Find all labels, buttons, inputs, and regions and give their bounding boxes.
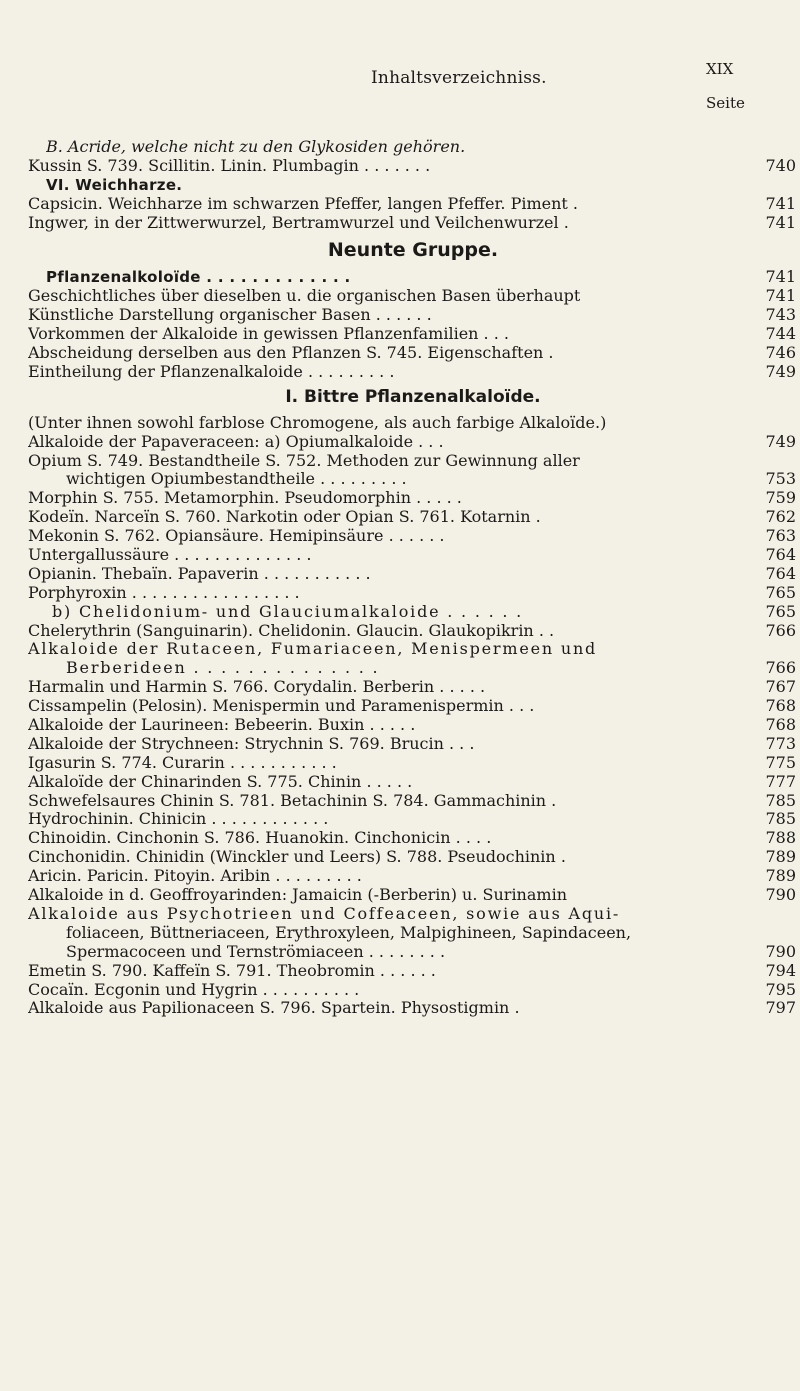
toc-entry-text: Neunte Gruppe.: [327, 241, 499, 260]
toc-entry-text: Alkaloïde der Chinarinden S. 775. Chinin . . . . .: [28, 772, 413, 791]
toc-entry-text: Alkaloide der Papaveraceen: a) Opiumalkaloide . . .: [28, 432, 444, 451]
toc-entry: [28, 659, 798, 678]
toc-entry-text: I. Bittre Pflanzenalkaloïde.: [285, 388, 541, 408]
toc-entry-text: Alkaloide der Laurineen: Bebeerin. Buxin . . . . .: [28, 716, 416, 735]
toc-entry-page: 766: [765, 620, 796, 640]
toc-entry: [28, 848, 798, 867]
toc-entry-text: Berberideen . . . . . . . . . . . . . .: [66, 659, 380, 678]
toc-entry-text: Morphin S. 755. Metamorphin. Pseudomorphin . . . . .: [28, 489, 462, 508]
toc-entry-page: 785: [765, 790, 796, 810]
toc-entry-page: 766: [765, 658, 796, 678]
toc-entry-page: 749: [765, 361, 796, 381]
toc-entry-page: 795: [765, 979, 796, 999]
toc-entry-text: Opium S. 749. Bestandtheile S. 752. Methoden zur Gewinnung aller: [28, 451, 580, 470]
toc-entry: [28, 943, 798, 962]
toc-entry: [28, 640, 798, 659]
toc-entry-page: 768: [765, 715, 796, 735]
toc-entry-text: Capsicin. Weichharze im schwarzen Pfeffer, langen Pfeffer. Piment .: [28, 194, 578, 213]
toc-entry-text: Pflanzenalkoloïde . . . . . . . . . . . . .: [46, 268, 351, 287]
toc-entry-text: VI. Weichharze.: [46, 175, 183, 194]
toc-entry-text: Cocaïn. Ecgonin und Hygrin . . . . . . . . . .: [28, 980, 360, 999]
toc-entry-text: Untergallussäure . . . . . . . . . . . . . .: [28, 546, 312, 565]
toc-entry-page: 775: [765, 752, 796, 772]
toc-entry: [28, 363, 798, 382]
toc-entry-text: Ingwer, in der Zittwerwurzel, Bertramwurzel und Veilchenwurzel .: [28, 213, 569, 232]
page-column-label: Seite: [706, 94, 745, 112]
toc-entry: [28, 546, 798, 565]
toc-entry-page: 741: [765, 193, 796, 213]
toc-entry: [28, 527, 798, 546]
toc-entry: [28, 886, 798, 905]
toc-entry-text: Cinchonidin. Chinidin (Winckler und Leers) S. 788. Pseudochinin .: [28, 848, 566, 867]
toc-entry-text: Chelerythrin (Sanguinarin). Chelidonin. Glaucin. Glaukopikrin . .: [28, 621, 555, 640]
toc-entry: [28, 176, 798, 195]
running-header-title: Inhaltsverzeichniss.: [371, 68, 547, 88]
toc-entry-page: 773: [765, 733, 796, 753]
toc-entry: [28, 138, 798, 157]
toc-entry-text: Schwefelsaures Chinin S. 781. Betachinin S. 784. Gammachinin .: [28, 791, 557, 810]
toc-entry: [28, 924, 798, 943]
toc-entry-text: Alkaloide in d. Geoffroyarinden: Jamaicin (-Berberin) u. Surinamin: [28, 886, 567, 905]
toc-entry: [28, 962, 798, 981]
toc-entry: [28, 214, 798, 233]
toc-entry-text: Künstliche Darstellung organischer Basen . . . . . .: [28, 306, 432, 325]
toc-entry-page: 785: [765, 809, 796, 829]
toc-entry-text: Kussin S. 739. Scillitin. Linin. Plumbagin . . . . . . .: [28, 156, 431, 175]
toc-entry-page: 753: [765, 469, 796, 489]
toc-entry-page: 789: [765, 847, 796, 867]
toc-entry-page: 768: [765, 696, 796, 716]
toc-entry-text: wichtigen Opiumbestandtheile . . . . . . . . .: [66, 470, 407, 489]
toc-entry: [28, 344, 798, 363]
toc-entry: [28, 811, 798, 830]
toc-entry: [28, 603, 798, 622]
toc-entry-page: 794: [765, 960, 796, 980]
toc-entry-page: 777: [765, 771, 796, 791]
toc-entry-page: 765: [765, 601, 796, 621]
toc-entry-text: Kodeïn. Narceïn S. 760. Narkotin oder Opian S. 761. Kotarnin .: [28, 508, 541, 527]
toc-entry-page: 767: [765, 677, 796, 697]
toc-entry: [28, 867, 798, 886]
toc-entry: [28, 268, 798, 287]
toc-entry: [28, 716, 798, 735]
toc-entry-text: Harmalin und Harmin S. 766. Corydalin. Berberin . . . . .: [28, 678, 486, 697]
toc-entry-page: 790: [765, 885, 796, 905]
toc-entry-text: Alkaloide aus Papilionaceen S. 796. Spartein. Physostigmin .: [28, 999, 520, 1018]
toc-entry: [28, 792, 798, 811]
toc-entry: [28, 470, 798, 489]
toc-entry-text: B. Acride, welche nicht zu den Glykosiden gehören.: [46, 137, 466, 156]
toc-entry-text: Aricin. Paricin. Pitoyin. Aribin . . . . . . . . .: [28, 867, 362, 886]
page-number: XIX: [706, 60, 734, 78]
toc-entry-text: b) Chelidonium- und Glauciumalkaloide . . . . . .: [52, 602, 524, 621]
toc-entry-page: 765: [765, 582, 796, 602]
toc-entry-page: 762: [765, 507, 796, 527]
toc-entry-text: Alkaloide aus Psychotrieen und Coffeaceen, sowie aus Aqui-: [28, 904, 621, 923]
toc-entry: [28, 773, 798, 792]
toc-entry-page: 744: [765, 324, 796, 344]
toc-entry: [28, 697, 798, 716]
toc-entry: [28, 325, 798, 344]
toc-entry: [28, 678, 798, 697]
toc-entry-page: 743: [765, 305, 796, 325]
toc-entry-text: Hydrochinin. Chinicin . . . . . . . . . . . .: [28, 810, 329, 829]
toc-entry: [28, 754, 798, 773]
toc-entry-page: 741: [765, 286, 796, 306]
toc-entry-text: Alkaloide der Strychneen: Strychnin S. 769. Brucin . . .: [28, 734, 475, 753]
toc-entry: [28, 622, 798, 641]
toc-entry-page: 797: [765, 998, 796, 1018]
toc-entry-page: 749: [765, 431, 796, 451]
toc-entry: [28, 565, 798, 584]
toc-entry: [28, 414, 798, 433]
toc-entry-text: Alkaloide der Rutaceen, Fumariaceen, Menispermeen und: [28, 640, 598, 659]
toc-entry-text: Chinoidin. Cinchonin S. 786. Huanokin. Cinchonicin . . . .: [28, 829, 492, 848]
toc-entry-page: 788: [765, 828, 796, 848]
toc-entry-text: Spermacoceen und Ternströmiaceen . . . . . . . .: [66, 942, 446, 961]
toc-entry: [28, 905, 798, 924]
toc-entry-page: 741: [765, 267, 796, 287]
section-heading: [28, 232, 798, 268]
toc-entry-text: Geschichtliches über dieselben u. die organischen Basen überhaupt: [28, 287, 581, 306]
toc-entry: [28, 287, 798, 306]
toc-entry-text: Mekonin S. 762. Opiansäure. Hemipinsäure . . . . . .: [28, 527, 445, 546]
toc-entry: [28, 584, 798, 603]
toc-entry-page: 764: [765, 545, 796, 565]
toc-entry-text: Abscheidung derselben aus den Pflanzen S. 745. Eigenschaften .: [28, 344, 554, 362]
toc-entry-text: Porphyroxin . . . . . . . . . . . . . . . . .: [28, 583, 300, 602]
section-heading: [28, 382, 798, 414]
toc-entry-text: Opianin. Thebaïn. Papaverin . . . . . . . . . . .: [28, 564, 371, 583]
toc-entry: [28, 981, 798, 1000]
toc-entry-text: Eintheilung der Pflanzenalkaloide . . . . . . . . .: [28, 362, 395, 381]
toc-entry-page: 763: [765, 526, 796, 546]
toc-entry-text: Cissampelin (Pelosin). Menispermin und Paramenispermin . . .: [28, 697, 535, 716]
toc-entry-page: 740: [765, 155, 796, 175]
toc-entry-page: 764: [765, 563, 796, 583]
toc-entry-page: 790: [765, 941, 796, 961]
toc-entry: [28, 829, 798, 848]
toc-entry-text: foliaceen, Büttneriaceen, Erythroxyleen, Malpighineen, Sapindaceen,: [66, 923, 632, 942]
toc-entry: [28, 306, 798, 325]
toc-entry-page: 789: [765, 866, 796, 886]
toc-entry: [28, 433, 798, 452]
toc-entry-text: (Unter ihnen sowohl farblose Chromogene, als auch farbige Alkaloïde.): [28, 413, 607, 432]
toc-entry: [28, 999, 798, 1018]
toc-entry: [28, 489, 798, 508]
toc-entry-page: 746: [765, 343, 796, 362]
toc-entry: [28, 452, 798, 471]
toc-entry: [28, 735, 798, 754]
toc-entry-text: Emetin S. 790. Kaffeïn S. 791. Theobromin . . . . . .: [28, 961, 436, 980]
toc-entry-page: 759: [765, 488, 796, 508]
toc-entry-text: Igasurin S. 774. Curarin . . . . . . . . . . .: [28, 753, 337, 772]
toc-entry: [28, 195, 798, 214]
toc-entry: [28, 157, 798, 176]
toc-entry: [28, 508, 798, 527]
toc-entry-text: Vorkommen der Alkaloide in gewissen Pflanzenfamilien . . .: [28, 325, 509, 344]
toc-entry-page: 741: [765, 212, 796, 232]
table-of-contents: [28, 138, 798, 1018]
